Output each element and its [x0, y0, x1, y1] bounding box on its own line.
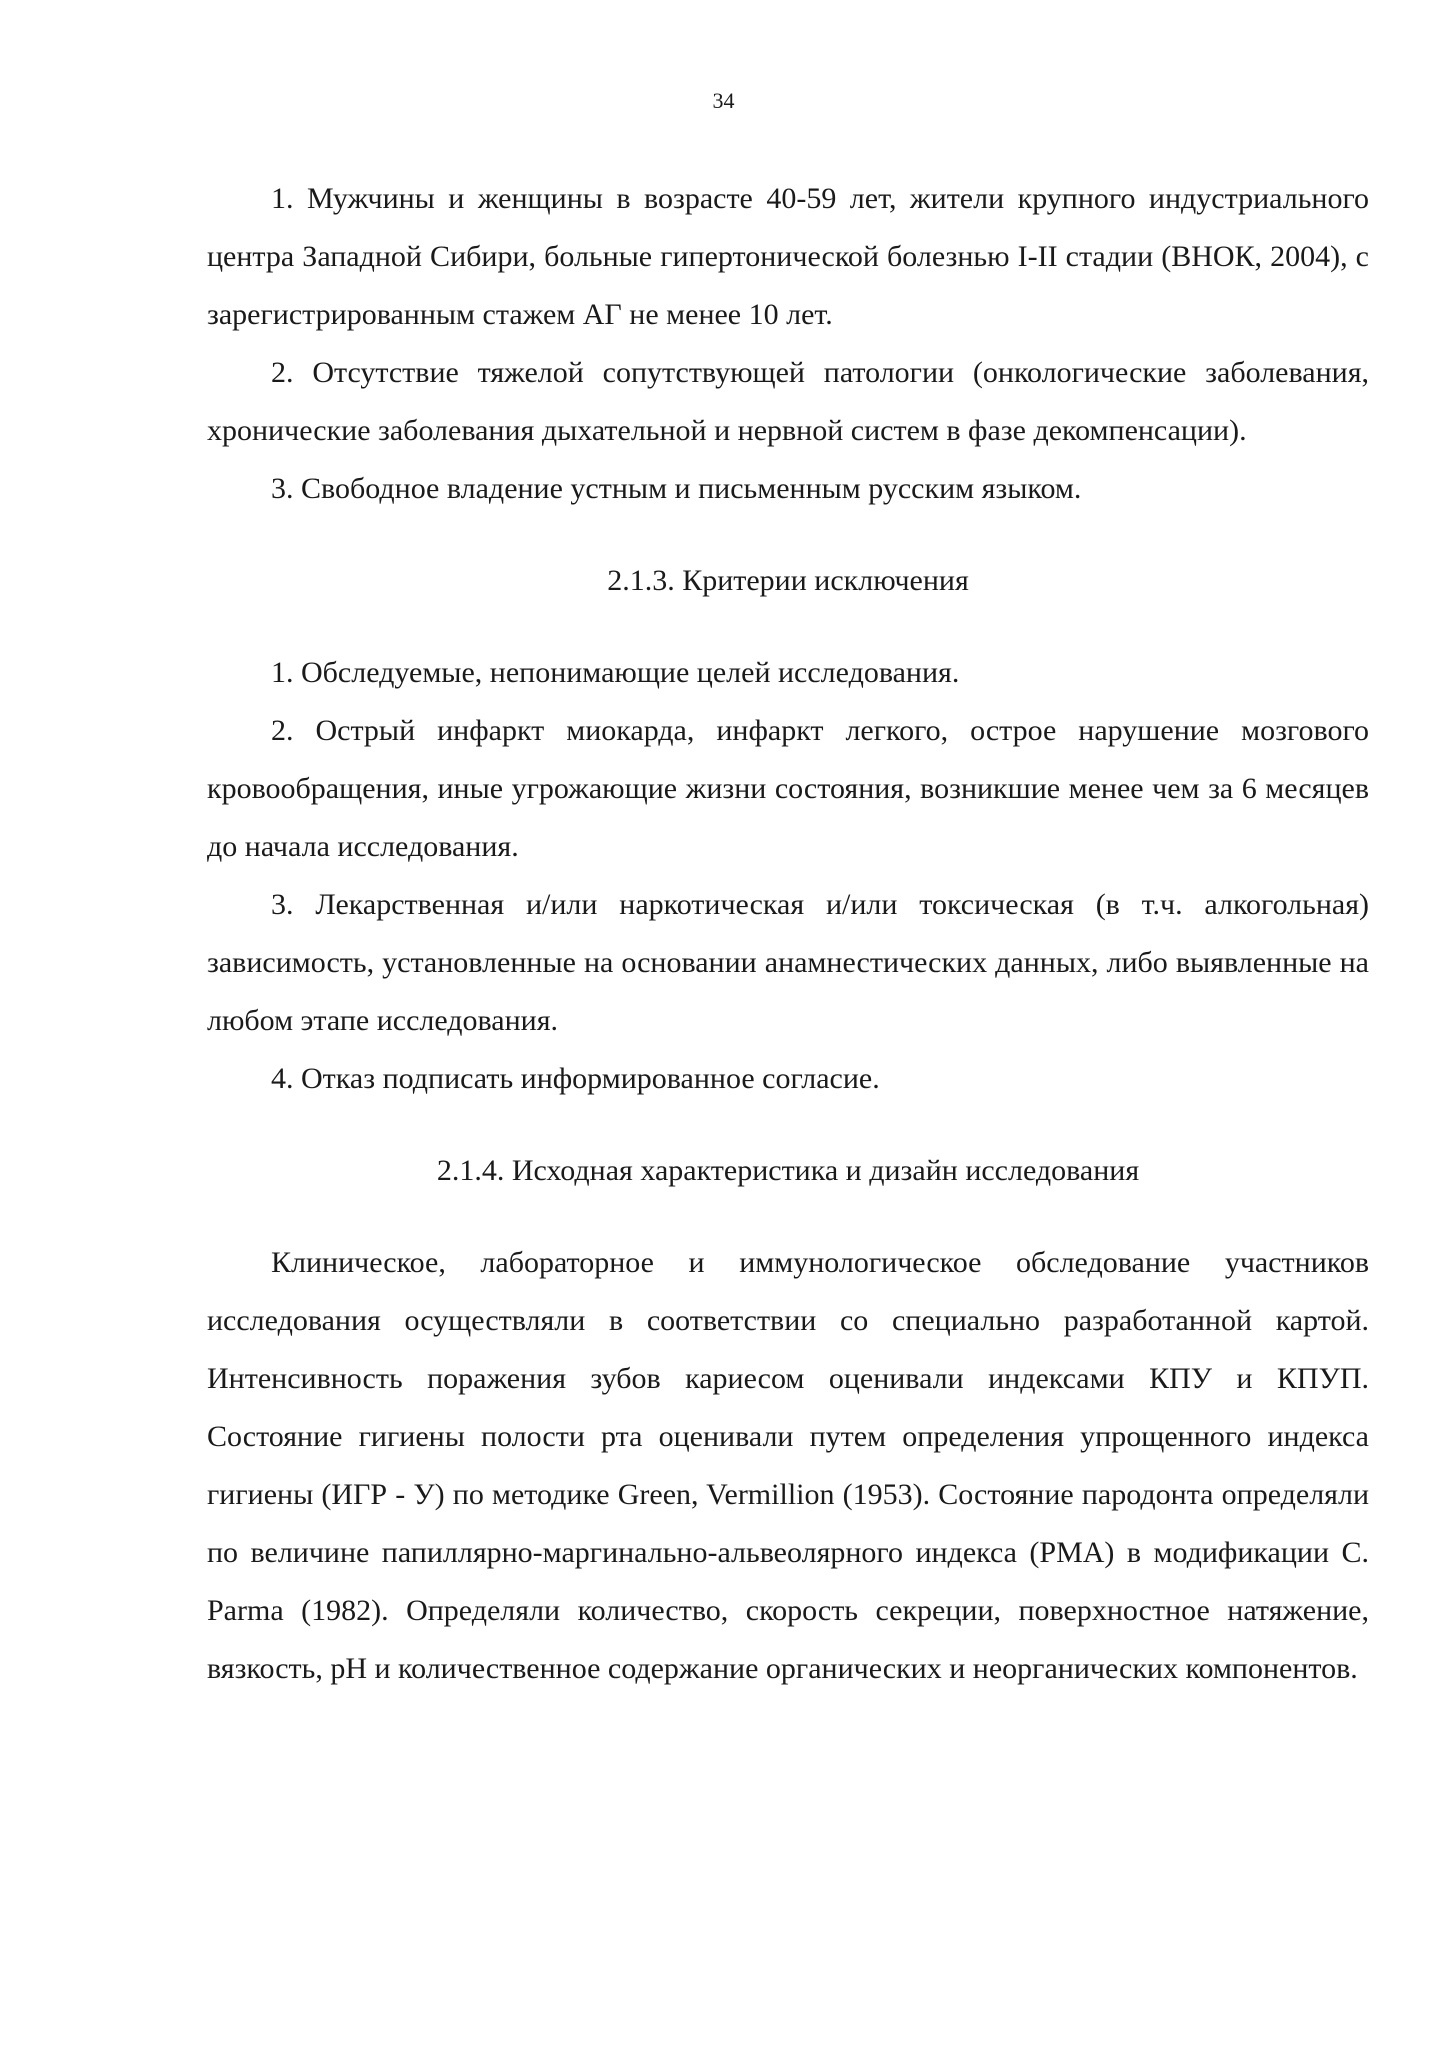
design-paragraph: Клиническое, лабораторное и иммунологическое обследование участников исследования осуществляли в соответствии со специально разработанной картой. Интенсивность поражения зубов кариесом оценивали индексами КПУ и КПУП. Состояние гигиены полости рта оценивали путем определения упрощенного индекса гигиены (ИГР - У) по методике Green, Vermillion (1953). Состояние пародонта определяли по величине папиллярно-маргинально-альвеолярного индекса (PMA) в модификации C. Parma (1982). Определяли количество, скорость секреции, поверхностное натяжение, вязкость, pH и количественное содержание органических и неорганических компонентов. — [207, 1246, 1369, 1685]
inclusion-item-1: 1. Мужчины и женщины в возрасте 40-59 лет, жители крупного индустриального центра Западной Сибири, больные гипертонической болезнью I-II стадии (ВНОК, 2004), с зарегистрированным стажем АГ не менее 10 лет. — [207, 182, 1369, 331]
page-content — [207, 170, 1369, 1698]
exclusion-item-3: 3. Лекарственная и/или наркотическая и/или токсическая (в т.ч. алкогольная) зависимость, установленные на основании анамнестических данных, либо выявленные на любом этапе исследования. — [207, 888, 1369, 1037]
design-section — [207, 1142, 1369, 1698]
exclusion-heading: 2.1.3. Критерии исключения — [607, 564, 969, 597]
exclusion-criteria-section — [207, 552, 1369, 1108]
inclusion-item-2: 2. Отсутствие тяжелой сопутствующей патологии (онкологические заболевания, хронические заболевания дыхательной и нервной систем в фазе декомпенсации). — [207, 356, 1369, 447]
inclusion-criteria-list — [207, 170, 1369, 518]
exclusion-item-2: 2. Острый инфаркт миокарда, инфаркт легкого, острое нарушение мозгового кровообращения, иные угрожающие жизни состояния, возникшие менее чем за 6 месяцев до начала исследования. — [207, 714, 1369, 863]
page-number: 34 — [712, 88, 735, 113]
design-heading: 2.1.4. Исходная характеристика и дизайн исследования — [436, 1154, 1140, 1187]
exclusion-item-4: 4. Отказ подписать информированное согласие. — [271, 1062, 880, 1095]
inclusion-item-3: 3. Свободное владение устным и письменным русским языком. — [271, 472, 1082, 505]
exclusion-item-1: 1. Обследуемые, непонимающие целей исследования. — [271, 656, 960, 689]
